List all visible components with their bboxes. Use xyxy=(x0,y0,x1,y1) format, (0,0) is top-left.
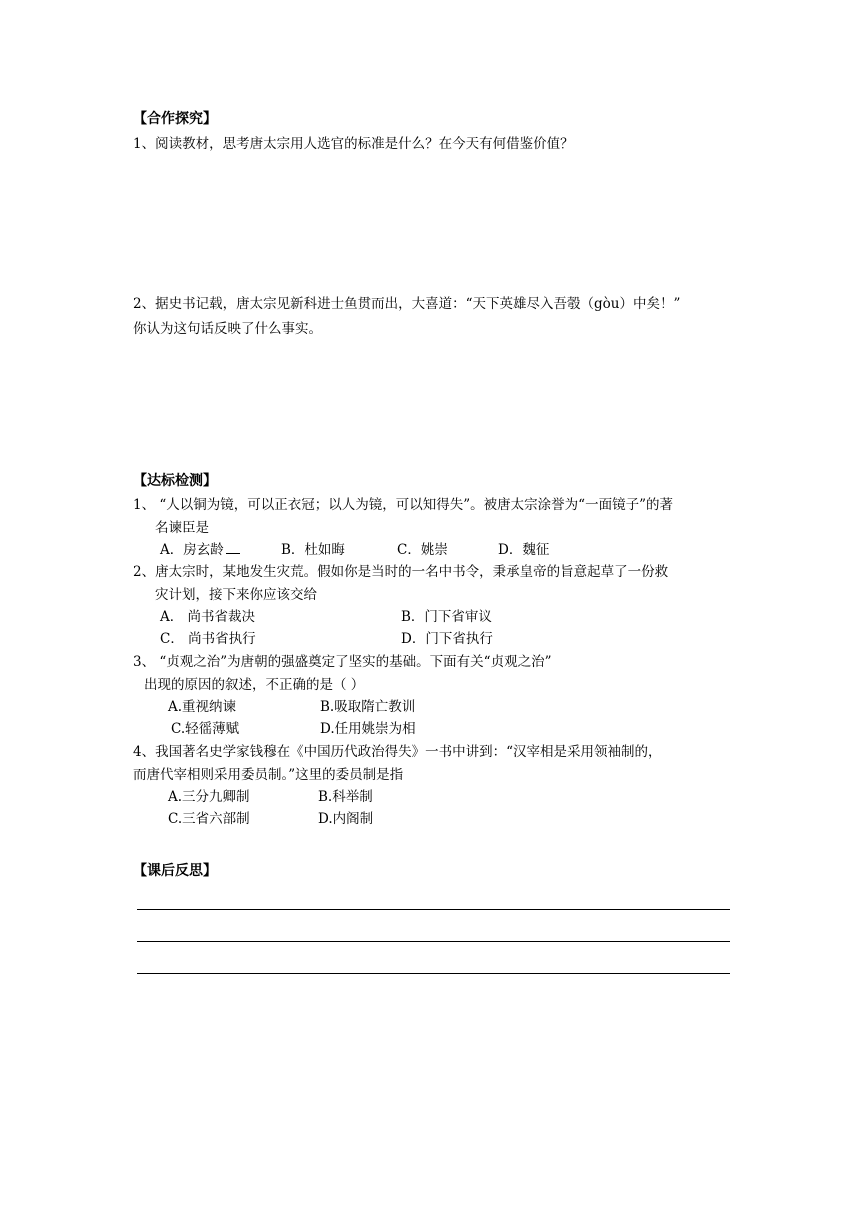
section-heading-reflection: 【课后反思】 xyxy=(133,863,217,879)
q4-option-c: C.三省六部制 xyxy=(168,811,250,827)
q3-option-d: D.任用姚崇为相 xyxy=(320,721,416,737)
test-question-1-line-1: 1、 “人以铜为镜，可以正衣冠；以人为镜，可以知得失”。被唐太宗涂誉为“一面镜子”的著 xyxy=(133,497,673,513)
inquiry-question-2-line-1: 2、据史书记载，唐太宗见新科进士鱼贯而出，大喜道：“天下英雄尽入吾彀（gòu）中矣！” xyxy=(133,296,681,312)
test-question-4-line-2: 而唐代宰相则采用委员制。”这里的委员制是指 xyxy=(133,767,404,783)
test-question-3-line-1: 3、 “贞观之治”为唐朝的强盛奠定了坚实的基础。下面有关“贞观之治” xyxy=(133,654,552,670)
q4-option-d: D.内阁制 xyxy=(318,811,374,827)
q1-option-d: D．魏征 xyxy=(498,542,550,558)
test-question-2-line-2: 灾计划，接下来你应该交给 xyxy=(155,587,317,603)
q3-option-c: C.轻徭薄赋 xyxy=(171,721,240,737)
q3-option-b: B.吸取隋亡教训 xyxy=(320,699,416,715)
reflection-writing-line-3 xyxy=(137,973,730,974)
q4-option-a: A.三分九卿制 xyxy=(168,789,250,805)
inquiry-question-2-line-2: 你认为这句话反映了什么事实。 xyxy=(133,321,322,337)
q1-option-a: A．房玄龄 xyxy=(160,540,240,560)
test-question-4-line-1: 4、我国著名史学家钱穆在《中国历代政治得失》一书中讲到：“汉宰相是采用领袖制的， xyxy=(133,744,662,760)
q2-option-b: B．门下省审议 xyxy=(401,609,492,625)
q1-option-c: C．姚崇 xyxy=(397,542,448,558)
test-question-2-line-1: 2、唐太宗时，某地发生灾荒。假如你是当时的一名中书令，秉承皇帝的旨意起草了一份救 xyxy=(133,564,669,580)
q1-option-b: B．杜如晦 xyxy=(281,542,345,558)
test-question-1-line-2: 名谏臣是 xyxy=(155,520,209,536)
q4-option-b: B.科举制 xyxy=(318,789,373,805)
test-question-3-line-2: 出现的原因的叙述，不正确的是（ ） xyxy=(144,677,365,693)
inquiry-question-1: 1、阅读教材，思考唐太宗用人选官的标准是什么？在今天有何借鉴价值？ xyxy=(133,136,574,152)
q2-option-d: D．门下省执行 xyxy=(401,631,493,647)
q2-option-c: C． 尚书省执行 xyxy=(160,631,256,647)
q2-option-a: A． 尚书省裁决 xyxy=(160,609,256,625)
answer-blank-mark xyxy=(226,551,240,554)
reflection-writing-line-2 xyxy=(137,941,730,942)
reflection-writing-line-1 xyxy=(137,909,730,910)
section-heading-assessment: 【达标检测】 xyxy=(133,473,217,489)
q3-option-a: A.重视纳谏 xyxy=(168,699,237,715)
section-heading-cooperative-inquiry: 【合作探究】 xyxy=(133,111,217,127)
